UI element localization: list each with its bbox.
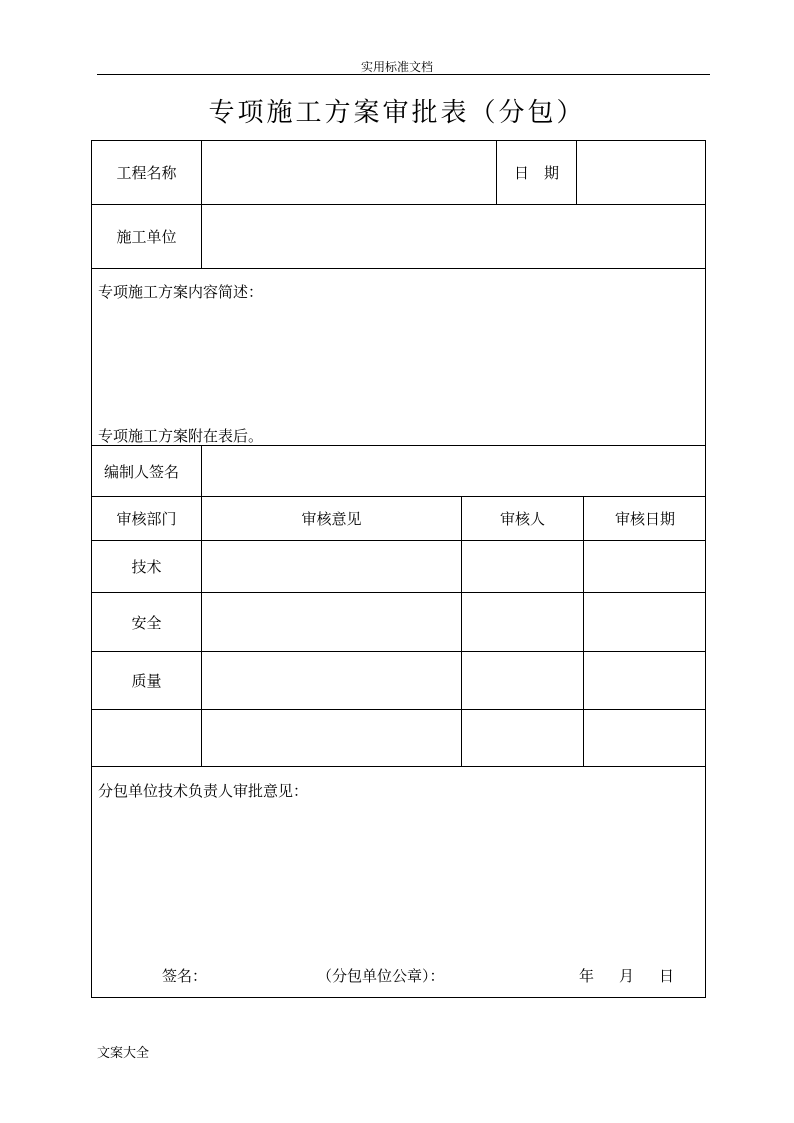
approval-form: [91, 140, 706, 998]
page-footer: 文案大全: [97, 1046, 150, 1061]
project-name-label: 工程名称: [116, 164, 177, 182]
safety-opinion-field[interactable]: [202, 593, 461, 651]
approval-label: 分包单位技术负责人审批意见：: [98, 782, 309, 800]
attachment-note: 专项施工方案附在表后。: [98, 427, 264, 445]
description-label: 专项施工方案内容简述：: [98, 283, 264, 301]
quality-date-field[interactable]: [584, 652, 706, 709]
seal-label: （分包单位公章）：: [317, 967, 445, 985]
quality-reviewer-field[interactable]: [462, 652, 583, 709]
row-divider: [92, 766, 706, 767]
safety-reviewer-field[interactable]: [462, 593, 583, 651]
review-header-date: 审核日期: [614, 510, 675, 528]
technical-opinion-field[interactable]: [202, 541, 461, 592]
approval-opinion-field[interactable]: [92, 801, 706, 956]
month-label: 月: [619, 967, 635, 985]
preparer-signature-field[interactable]: [202, 446, 706, 496]
form-title: 专项施工方案审批表（分包）: [208, 98, 586, 128]
review-header-reviewer: 审核人: [499, 510, 545, 528]
review-header-opinion: 审核意见: [301, 510, 362, 528]
day-label: 日: [659, 967, 675, 985]
date-label: 日 期: [513, 164, 559, 182]
row-divider: [92, 268, 706, 269]
department-quality: 质量: [131, 672, 162, 690]
construction-unit-label: 施工单位: [116, 228, 177, 246]
safety-date-field[interactable]: [584, 593, 706, 651]
department-blank[interactable]: [92, 710, 201, 766]
description-field[interactable]: [92, 301, 706, 421]
blank-opinion-field[interactable]: [202, 710, 461, 766]
blank-date-field[interactable]: [584, 710, 706, 766]
department-safety: 安全: [131, 613, 162, 632]
year-label: 年: [579, 967, 595, 985]
department-technical: 技术: [131, 558, 162, 576]
blank-reviewer-field[interactable]: [462, 710, 583, 766]
technical-reviewer-field[interactable]: [462, 541, 583, 592]
signature-label: 签名：: [162, 967, 208, 985]
page-header: 实用标准文档: [360, 60, 433, 74]
construction-unit-field[interactable]: [202, 205, 706, 268]
project-name-field[interactable]: [202, 141, 496, 204]
review-header-department: 审核部门: [116, 510, 177, 528]
date-field[interactable]: [577, 141, 706, 204]
technical-date-field[interactable]: [584, 541, 706, 592]
quality-opinion-field[interactable]: [202, 652, 461, 709]
header-rule: [97, 74, 710, 75]
preparer-label: 编制人签名: [104, 462, 180, 481]
